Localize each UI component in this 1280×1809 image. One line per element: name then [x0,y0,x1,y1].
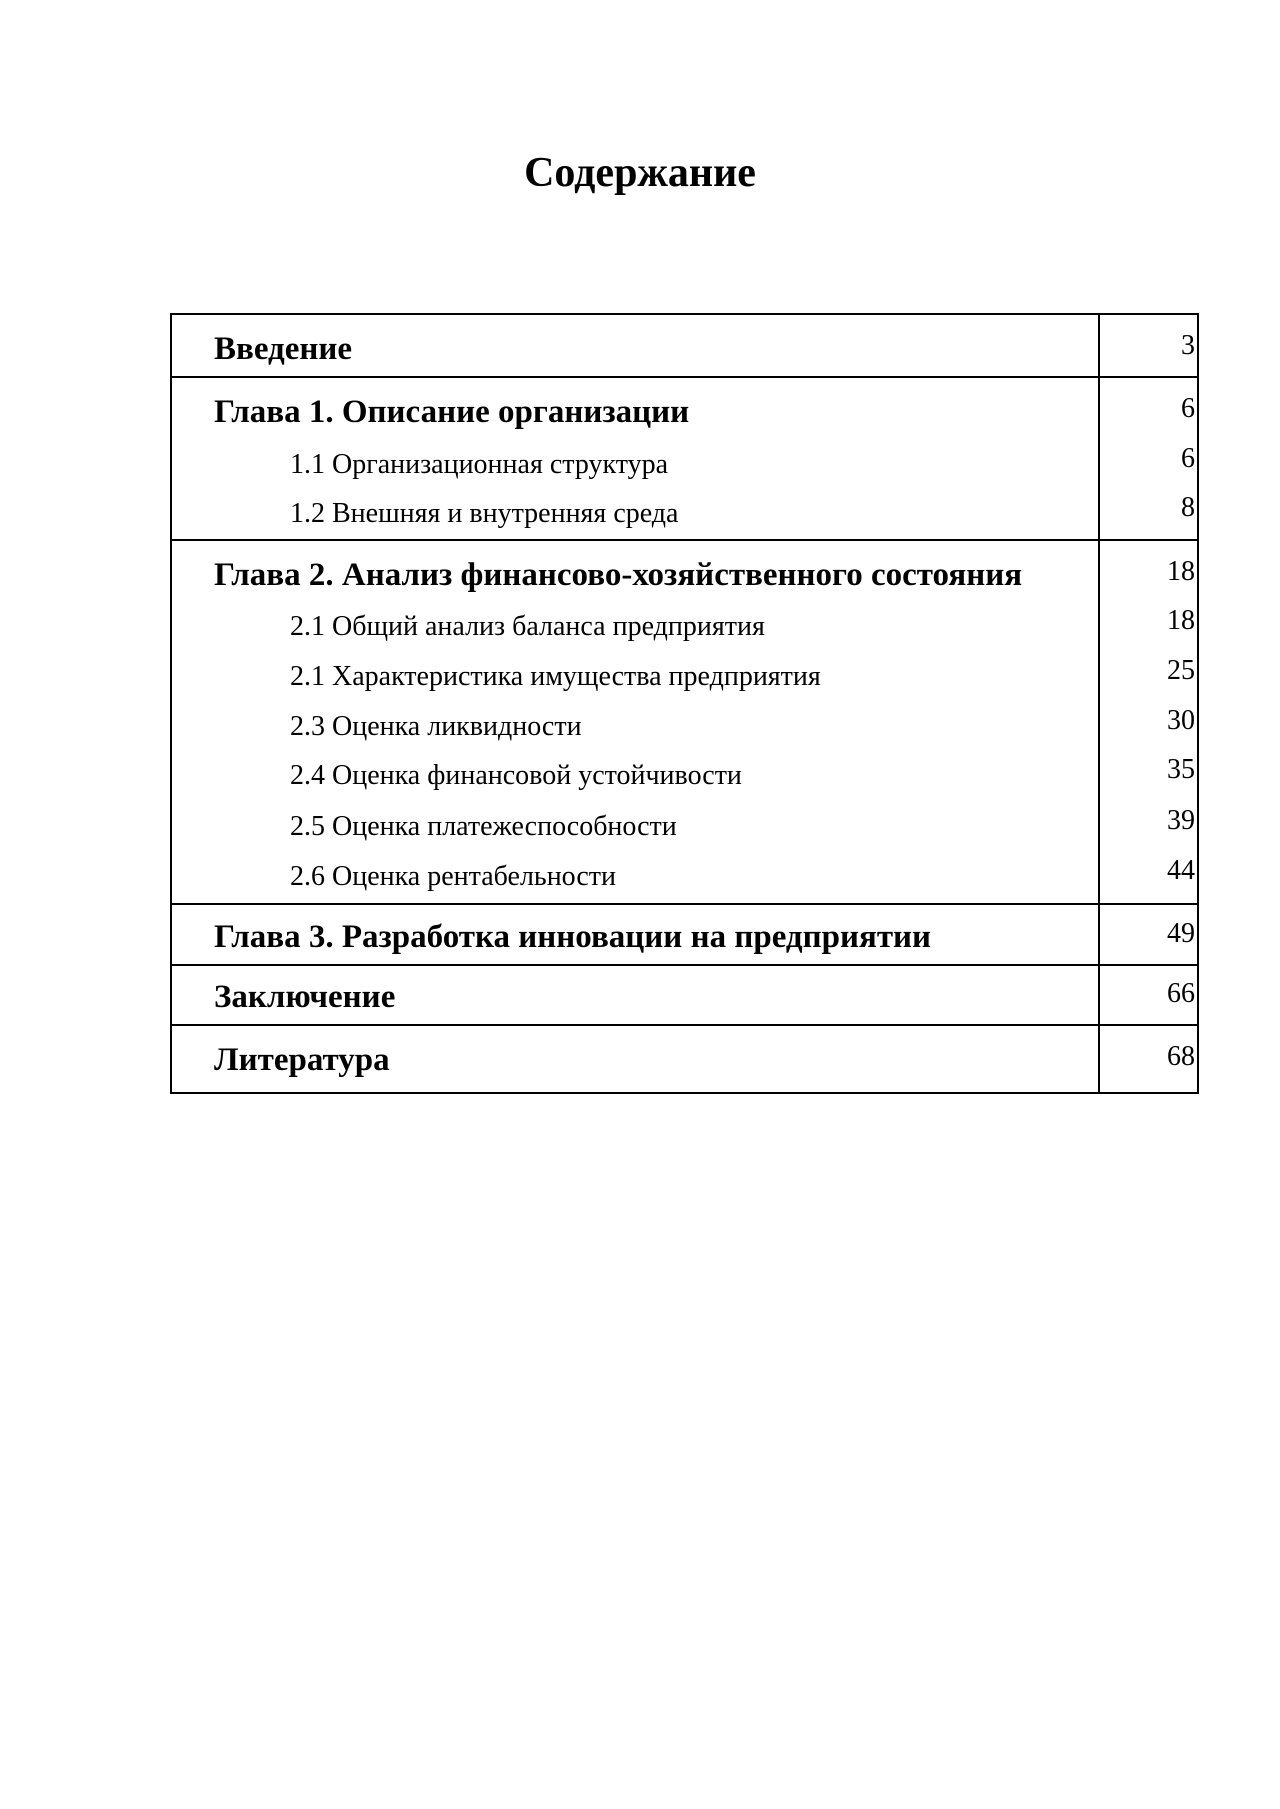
toc-entry-page: 18 [1167,556,1195,587]
toc-entry-label: 2.1 Общий анализ баланса предприятия [290,611,765,642]
toc-entry-page: 35 [1167,754,1195,785]
section-divider [172,376,1197,378]
toc-entry-label: 2.1 Характеристика имущества предприятия [290,661,821,692]
toc-entry-page: 68 [1167,1041,1195,1072]
table-of-contents [170,313,1199,1094]
toc-entry-page: 30 [1167,705,1195,736]
toc-entry-page: 25 [1167,655,1195,686]
section-divider [172,1024,1197,1026]
toc-entry-label: Заключение [214,979,396,1015]
toc-entry-label: Введение [214,331,353,367]
toc-entry-label: 2.4 Оценка финансовой устойчивости [290,760,742,791]
toc-entry-page: 39 [1167,805,1195,836]
page-column-divider [1098,315,1100,1092]
toc-entry-label: 2.3 Оценка ликвидности [290,711,582,742]
toc-entry-label: Глава 2. Анализ финансово-хозяйственного состояния [214,557,1023,593]
section-divider [172,903,1197,905]
toc-entry-label: 1.2 Внешняя и внутренняя среда [290,498,679,529]
section-divider [172,539,1197,541]
toc-entry-page: 6 [1181,443,1195,474]
toc-entry-page: 18 [1167,605,1195,636]
toc-entry-page: 49 [1167,918,1195,949]
toc-entry-label: 2.6 Оценка рентабельности [290,861,617,892]
toc-entry-label: Литература [214,1042,390,1078]
toc-entry-page: 66 [1167,978,1195,1009]
toc-entry-label: 2.5 Оценка платежеспособности [290,811,677,842]
toc-entry-page: 8 [1181,492,1195,523]
toc-entry-page: 44 [1167,855,1195,886]
section-divider [172,964,1197,966]
toc-entry-page: 3 [1181,330,1195,361]
toc-entry-label: 1.1 Организационная структура [290,449,668,480]
page-title: Содержание [524,150,756,196]
toc-entry-label: Глава 1. Описание организации [214,394,690,430]
toc-entry-page: 6 [1181,393,1195,424]
toc-entry-label: Глава 3. Разработка инновации на предприятии [214,919,932,955]
